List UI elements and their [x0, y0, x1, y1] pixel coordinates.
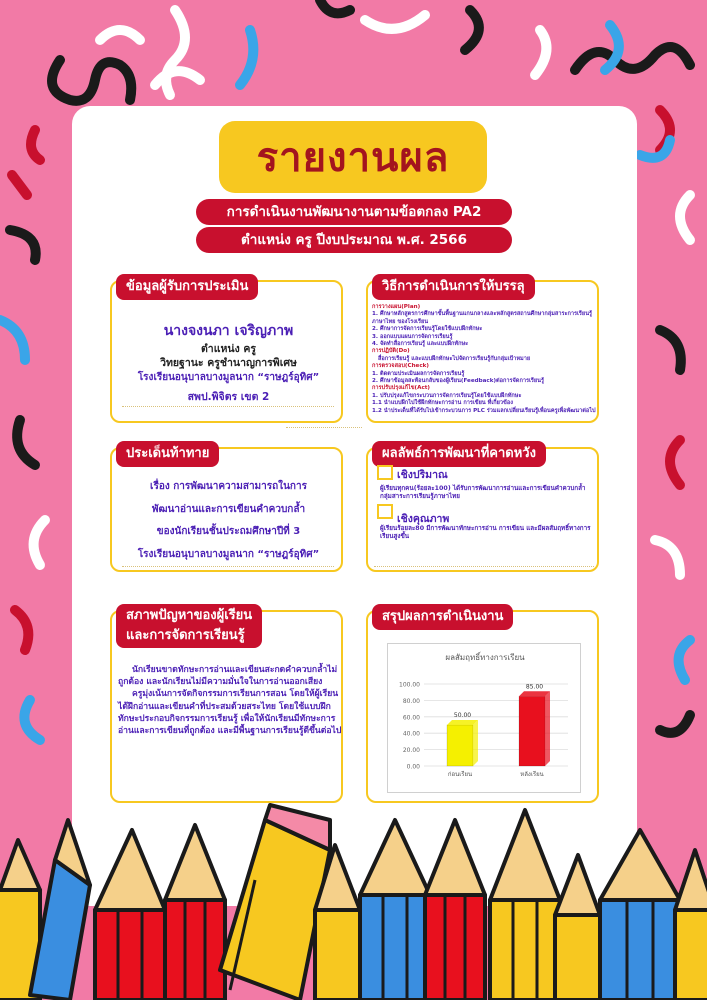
- method-steps: [372, 304, 597, 415]
- check-item: 2. ศึกษาข้อมูลสะท้อนกลับของผู้เรียน(Feedback)ต่อการจัดการเรียนรู้: [372, 378, 544, 385]
- bar-side: [545, 691, 550, 766]
- do-title: การปฏิบัติ(Do): [372, 348, 410, 355]
- assessee-panel: [110, 280, 343, 423]
- challenge-line: พัฒนาอ่านและการเขียนคำควบกล้ำ: [151, 504, 306, 515]
- bar-top: [447, 720, 478, 725]
- divider-dots: [122, 566, 334, 567]
- y-tick-label: 80.00: [402, 697, 420, 705]
- bar-top: [519, 691, 550, 696]
- subtitle-line-2: ตำแหน่ง ครู ปีงบประมาณ พ.ศ. 2566: [196, 227, 512, 253]
- quantitative-label: เชิงปริมาณ: [397, 469, 448, 481]
- data-label: 50.00: [453, 712, 472, 719]
- assessee-area: สพป.พิจิตร เขต 2: [187, 391, 270, 403]
- summary-heading: สรุปผลการดำเนินงาน: [372, 604, 513, 630]
- challenge-line: เรื่อง การพัฒนาความสามารถในการ: [150, 481, 307, 492]
- qualitative-checkbox: [377, 504, 393, 519]
- bar: [447, 725, 473, 766]
- pencil-red-icon: [425, 820, 485, 1000]
- divider-dots: [122, 406, 334, 407]
- assessee-school: โรงเรียนอนุบาลบางมูลนาก “ราษฎร์อุทิศ”: [137, 372, 320, 383]
- plan-title: การวางแผน(Plan): [372, 304, 421, 310]
- chart-svg: [388, 644, 582, 794]
- method-heading: วิธีการดำเนินการให้บรรลุ: [372, 274, 535, 300]
- act-item: 1.2 นำประเด็นที่ได้รับไปเข้ากระบวนการ PLC ร่วมแลกเปลี่ยนเรียนรู้เพื่อนครูเพื่อพัฒนาต่อไป: [372, 407, 596, 414]
- pencil-yellow-icon: [490, 810, 560, 1000]
- achievement-chart: [387, 643, 581, 793]
- challenge-line: ของนักเรียนชั้นประถมศึกษาปีที่ 3: [156, 526, 301, 537]
- act-item: 1.1 นำแบบฝึกไปใช้ฝึกทักษะการอ่าน การเขียน ที่เกี่ยวข้อง: [372, 400, 513, 407]
- pencil-red-icon: [165, 825, 225, 1000]
- assessee-heading: ข้อมูลผู้รับการประเมิน: [116, 274, 258, 300]
- act-title: การปรับปรุงแก้ไข(Act): [372, 385, 430, 392]
- summary-panel: [366, 610, 599, 803]
- y-tick-label: 40.00: [402, 730, 420, 738]
- divider-dots: [374, 566, 594, 567]
- qualitative-label: เชิงคุณภาพ: [397, 513, 450, 525]
- challenge-heading: ประเด็นท้าทาย: [116, 441, 219, 467]
- y-tick-label: 20.00: [402, 747, 420, 755]
- quantitative-text: ผู้เรียนทุกคน(ร้อยละ100) ได้รับการพัฒนาการอ่านและการเขียนคำควบกล้ำกลุ่มสาระการเรียนรู้ภาษาไทย: [380, 485, 586, 500]
- problems-body: [118, 664, 342, 737]
- y-tick-label: 60.00: [402, 714, 420, 722]
- pencil-blue-icon: [360, 820, 430, 1000]
- title-badge: [219, 121, 487, 193]
- problems-paragraph-2: ครูมุ่งเน้นการจัดกิจกรรมการเรียนการสอน โดยให้ผู้เรียนได้ฝึกอ่านและเขียนคำที่ประสมด้วยสระไทย โดยใช้แบบฝึกทักษะประกอบกิจกรรมการเรียนรู้ เพื่อให้นักเรียนมีทักษะการอ่านและการเขียนที่ถูกต้อง และมีพื้นฐานการเรียนรู้ดีขึ้นต่อไป: [118, 689, 342, 737]
- plan-item: 1. ศึกษาหลักสูตรการศึกษาขั้นพื้นฐานแกนกลางและหลักสูตรสถานศึกษากลุ่มสาระการเรียนรู้ภาษาไทย ของโรงเรียน: [372, 311, 593, 325]
- problems-heading: [116, 604, 262, 648]
- pencil-red-icon: [95, 830, 165, 1000]
- problems-paragraph-1: นักเรียนขาดทักษะการอ่านและเขียนสะกดคำควบกล้ำไม่ถูกต้อง และนักเรียนไม่มีความมั่นใจในการอ่านออกเสียง: [118, 665, 338, 688]
- outcomes-heading: ผลลัพธ์การพัฒนาที่คาดหวัง: [372, 441, 546, 467]
- challenge-line: โรงเรียนอนุบาลบางมูลนาก “ราษฎร์อุทิศ”: [137, 549, 320, 560]
- plan-item: 2. ศึกษาการจัดการเรียนรู้โดยใช้แบบฝึกทักษะ: [372, 326, 483, 333]
- data-label: 85.00: [525, 683, 544, 691]
- outcomes-panel: [366, 447, 599, 572]
- bar-side: [473, 720, 478, 766]
- assessee-name: นางจงนภา เจริญภาพ: [163, 323, 294, 339]
- pencil-yellow-icon: [555, 855, 600, 1000]
- y-tick-label: 0.00: [406, 763, 420, 771]
- x-tick-label: หลังเรียน: [520, 771, 544, 778]
- pencil-yellow-icon: [675, 850, 707, 1000]
- problems-panel: [110, 610, 343, 803]
- y-tick-label: 100.00: [399, 681, 420, 689]
- do-item: สื่อการเรียนรู้ และแบบฝึกทักษะไปจัดการเรียนรู้กับกลุ่มเป้าหมาย: [378, 355, 531, 362]
- plan-item: 3. ออกแบบแผนการจัดการเรียนรู้: [372, 333, 453, 340]
- problems-heading-line2: และการจัดการเรียนรู้: [126, 628, 245, 643]
- report-title: รายงานผล: [256, 134, 450, 181]
- chart-title: ผลสัมฤทธิ์ทางการเรียน: [445, 653, 525, 662]
- check-title: การตรวจสอบ(Check): [372, 363, 429, 370]
- problems-heading-line1: สภาพปัญหาของผู้เรียน: [126, 608, 253, 623]
- divider-dots: [286, 427, 362, 428]
- assessee-rank: วิทยฐานะ ครูชำนาญการพิเศษ: [160, 357, 297, 369]
- subtitle-line-1: การดำเนินงานพัฒนางานตามข้อตกลง PA2: [196, 199, 512, 225]
- assessee-position: ตำแหน่ง ครู: [200, 343, 257, 355]
- check-item: 1. ติดตามประเมินผลการจัดการเรียนรู้: [372, 370, 465, 377]
- bar: [519, 696, 545, 766]
- qualitative-text: ผู้เรียนร้อยละ80 มีการพัฒนาทักษะการอ่าน การเขียน และมีผลสัมฤทธิ์ทางการเรียนสูงขึ้น: [380, 525, 591, 540]
- method-panel: [366, 280, 599, 423]
- quantitative-checkbox: [377, 465, 393, 480]
- act-item: 1. ปรับปรุงแก้ไขกระบวนการจัดการเรียนรู้โดยใช้แบบฝึกทักษะ: [372, 392, 522, 399]
- x-tick-label: ก่อนเรียน: [447, 771, 473, 778]
- pencil-blue-icon: [600, 830, 680, 1000]
- plan-item: 4. จัดทำสื่อการเรียนรู้ และแบบฝึกทักษะ: [372, 341, 469, 348]
- pencils-decoration: [0, 800, 707, 1000]
- challenge-panel: [110, 447, 343, 572]
